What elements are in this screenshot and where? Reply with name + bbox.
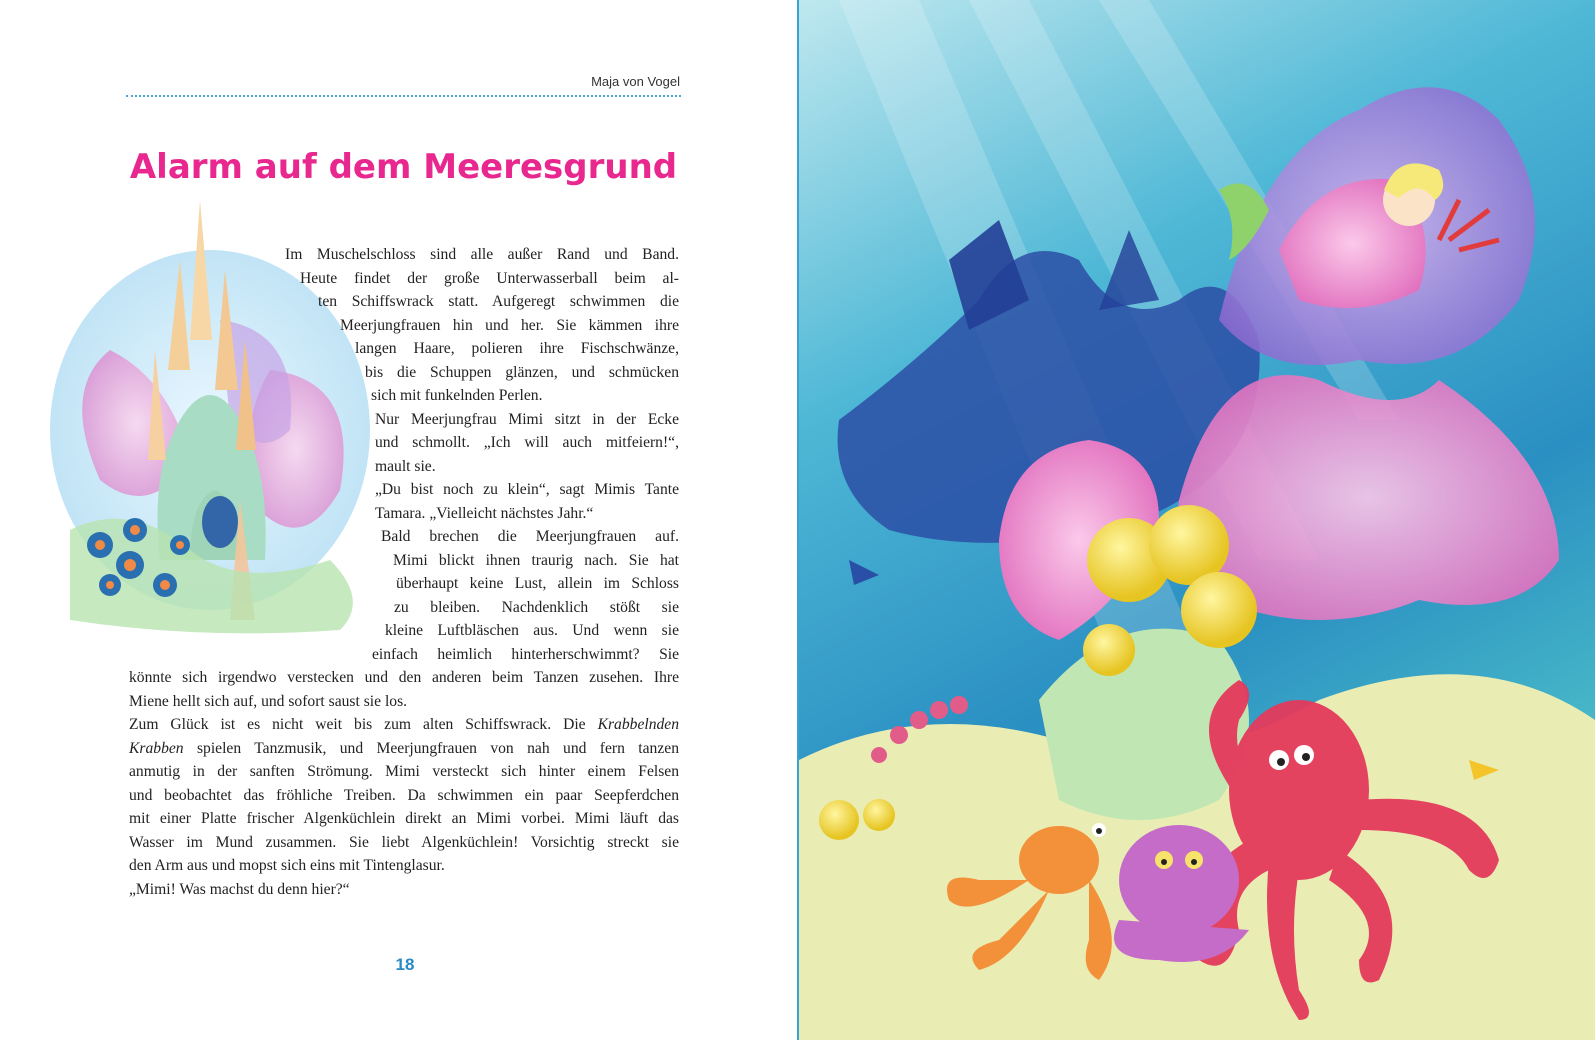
story-line: und beobachtet das fröhliche Treiben. Da schwimmen ein paar Seepferdchen — [129, 786, 679, 804]
story-line: anmutig in der sanften Strömung. Mimi versteckt sich hinter einem Felsen — [129, 763, 679, 780]
story-line: mault sie. — [375, 457, 436, 475]
story-line: Miene hellt sich auf, und sofort saust sie los. — [129, 692, 408, 710]
story-line: „Mimi! Was machst du denn hier?“ — [129, 880, 350, 898]
story-line: Nur Meerjungfrau Mimi sitzt in der Ecke — [375, 410, 679, 428]
page-number: 18 — [395, 955, 415, 974]
story-line: Wasser im Mund zusammen. Sie liebt Algenküchlein! Vorsichtig streckt sie — [129, 833, 679, 851]
story-line: Meerjungfrauen hin und her. Sie kämmen ihre — [340, 316, 679, 334]
story-line — [129, 737, 679, 761]
story-line: langen Haare, polieren ihre Fischschwänze, — [355, 340, 679, 357]
story-text — [129, 243, 679, 901]
story-line — [129, 713, 679, 737]
story-line: bis die Schuppen glänzen, und schmücken — [365, 363, 679, 381]
story-line: einfach heimlich hinterherschwimmt? Sie — [372, 645, 679, 663]
running-header-author: Maja von Vogel — [591, 74, 680, 89]
story-line-part: Zum Glück ist es nicht weit bis zum alten Schiffswrack. Die — [129, 716, 586, 733]
story-line: überhaupt keine Lust, allein im Schloss — [396, 575, 679, 592]
story-line-italic-part: Krabbelnden — [597, 716, 680, 733]
story-line: kleine Luftbläschen aus. Und wenn sie — [385, 622, 679, 639]
story-line: und schmollt. „Ich will auch mitfeiern!“, — [375, 434, 679, 451]
story-line-part: spielen Tanzmusik, und Meerjungfrauen von nah und fern tanzen — [196, 739, 679, 757]
story-line: Im Muschelschloss sind alle außer Rand und Band. — [285, 246, 679, 263]
story-line: Bald brechen die Meerjungfrauen auf. — [381, 528, 679, 545]
underwater-octopus-illustration — [799, 0, 1595, 1040]
story-line: zu bleiben. Nachdenklich stößt sie — [394, 598, 679, 616]
story-line: Tamara. „Vielleicht nächstes Jahr.“ — [375, 504, 594, 522]
story-title: Alarm auf dem Meeresgrund — [129, 147, 678, 187]
right-page — [799, 0, 1595, 1040]
story-line-italic-part: Krabben — [129, 739, 184, 757]
story-line: könnte sich irgendwo verstecken und den anderen beim Tanzen zusehen. Ihre — [129, 669, 679, 686]
story-line: „Du bist noch zu klein“, sagt Mimis Tante — [375, 481, 679, 498]
story-line: den Arm aus und mopst sich eins mit Tintenglasur. — [129, 857, 445, 874]
header-divider — [126, 95, 681, 97]
story-line: Heute findet der große Unterwasserball beim al- — [300, 269, 679, 287]
story-line: Mimi blickt ihnen traurig nach. Sie hat — [393, 551, 679, 569]
story-line: sich mit funkelnden Perlen. — [371, 387, 543, 404]
story-line: mit einer Platte frischer Algenküchlein direkt an Mimi vorbei. Mimi läuft das — [129, 810, 679, 827]
left-page — [0, 0, 797, 1040]
story-line: ten Schiffswrack statt. Aufgeregt schwimmen die — [318, 293, 679, 310]
